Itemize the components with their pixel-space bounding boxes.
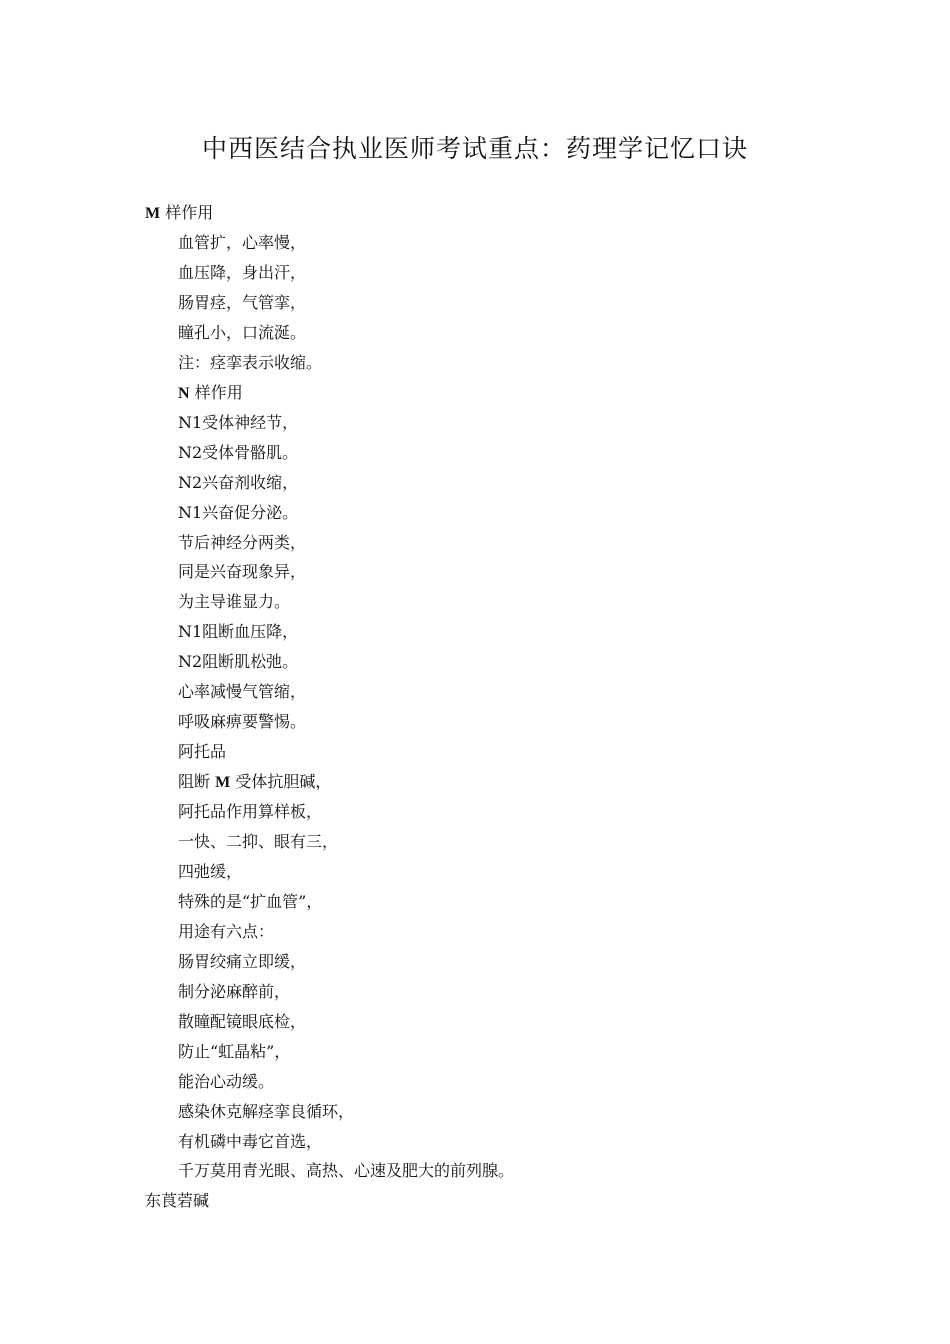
mnemonic-line: N2兴奋剂收缩，: [178, 472, 299, 492]
section-heading-scopolamine: 东莨菪碱: [145, 1191, 210, 1210]
mnemonic-line: 肠胃痉，气管挛，: [178, 292, 307, 312]
mnemonic-line: 制分泌麻醉前，: [178, 981, 291, 1001]
mnemonic-line: 特殊的是“扩血管”，: [178, 891, 323, 911]
mnemonic-line: 阻断 M 受体抗胆碱，: [178, 772, 332, 792]
mnemonic-line: 有机磷中毒它首选，: [178, 1131, 323, 1151]
mnemonic-line: 血压降，身出汗，: [178, 262, 307, 282]
mnemonic-line: N1阻断血压降，: [178, 622, 299, 642]
mnemonic-line: N 样作用: [178, 382, 243, 402]
mnemonic-line: N1兴奋促分泌。: [178, 502, 299, 522]
mnemonic-line: 四弛缓，: [178, 861, 243, 881]
mnemonic-line: 千万莫用青光眼、高热、心速及肥大的前列腺。: [178, 1161, 515, 1181]
mnemonic-line: 节后神经分两类，: [178, 532, 307, 552]
section-heading-m: M 样作用: [145, 203, 214, 222]
mnemonic-line: 感染休克解痉挛良循环，: [178, 1101, 355, 1121]
mnemonic-line: 一快、二抑、眼有三，: [178, 832, 339, 851]
mnemonic-line: 同是兴奋现象异，: [178, 562, 307, 582]
mnemonic-line: N2受体骨骼肌。: [178, 442, 299, 462]
page-title: 中西医结合执业医师考试重点：药理学记忆口诀: [201, 134, 748, 163]
mnemonic-line: 为主导谁显力。: [178, 592, 291, 612]
mnemonic-line: 防止“虹晶粘”，: [178, 1041, 291, 1061]
mnemonic-line: 注：痉挛表示收缩。: [178, 352, 323, 372]
mnemonic-line: 瞳孔小，口流涎。: [178, 322, 307, 342]
mnemonic-line: 用途有六点：: [178, 921, 275, 941]
mnemonic-line: N1受体神经节，: [178, 412, 299, 432]
mnemonic-line: 呼吸麻痹要警惕。: [178, 712, 307, 732]
mnemonic-line: N2阻断肌松弛。: [178, 652, 299, 672]
mnemonic-line: 散瞳配镜眼底检，: [178, 1011, 307, 1031]
mnemonic-line: 阿托品作用算样板，: [178, 802, 323, 822]
mnemonic-line: 阿托品: [178, 742, 227, 762]
mnemonic-line: 血管扩，心率慢，: [178, 233, 307, 252]
mnemonic-line: 肠胃绞痛立即缓，: [178, 951, 307, 971]
mnemonic-line: 能治心动缓。: [178, 1071, 275, 1091]
mnemonic-line: 心率减慢气管缩，: [178, 682, 307, 702]
